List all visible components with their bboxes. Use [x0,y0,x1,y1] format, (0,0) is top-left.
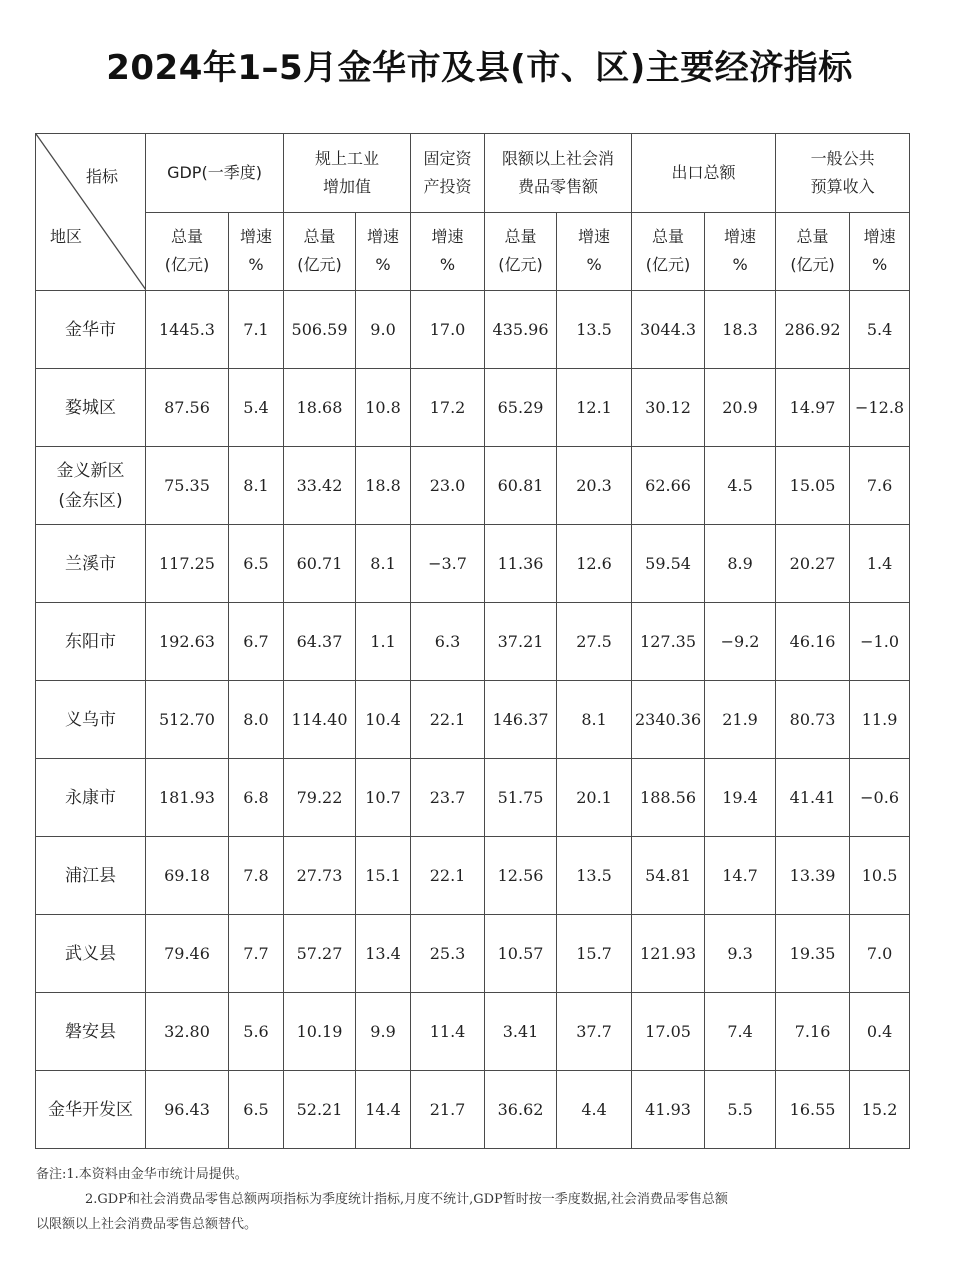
value-cell: 121.93 [632,915,705,993]
subheader-total: 总量 (亿元) [146,212,229,291]
value-cell: 12.1 [557,369,632,447]
value-cell: 6.5 [229,525,284,603]
value-cell: 25.3 [411,915,485,993]
region-name: 东阳市 [65,631,116,652]
header-gdp: GDP(一季度) [146,134,284,213]
value-cell: 10.7 [356,759,411,837]
value-cell: 14.7 [705,837,776,915]
value-cell: 18.3 [705,291,776,369]
value-cell: 506.59 [284,291,356,369]
value-cell: 22.1 [411,681,485,759]
table-row [36,369,910,447]
table-body [36,291,910,1149]
value-cell: 59.54 [632,525,705,603]
value-cell: 7.6 [850,447,910,525]
value-cell: −1.0 [850,603,910,681]
value-cell: 12.56 [485,837,557,915]
value-cell: 52.21 [284,1071,356,1149]
value-cell: 69.18 [146,837,229,915]
value-cell: 117.25 [146,525,229,603]
value-cell: 16.55 [776,1071,850,1149]
indicator-label: 指标 [86,167,119,186]
value-cell: 13.4 [356,915,411,993]
value-cell: 18.68 [284,369,356,447]
value-cell: 146.37 [485,681,557,759]
subheader-total: 总量 (亿元) [776,212,850,291]
subheader-total: 总量 (亿元) [485,212,557,291]
value-cell: 33.42 [284,447,356,525]
value-cell: −0.6 [850,759,910,837]
table-row [36,993,910,1071]
table-row [36,447,910,525]
value-cell: 22.1 [411,837,485,915]
value-cell: 10.57 [485,915,557,993]
value-cell: 127.35 [632,603,705,681]
header-public-budget-revenue: 一般公共 预算收入 [776,134,910,213]
subheader-total: 总量 (亿元) [284,212,356,291]
value-cell: 37.7 [557,993,632,1071]
value-cell: 12.6 [557,525,632,603]
value-cell: 7.8 [229,837,284,915]
region-cell [36,447,146,525]
table-row [36,837,910,915]
subheader-rate: 增速 % [411,212,485,291]
value-cell: 1.4 [850,525,910,603]
header-industrial-value-added: 规上工业 增加值 [284,134,411,213]
value-cell: 11.4 [411,993,485,1071]
value-cell: −3.7 [411,525,485,603]
region-cell [36,759,146,837]
subheader-rate: 增速 % [557,212,632,291]
value-cell: 62.66 [632,447,705,525]
value-cell: 512.70 [146,681,229,759]
value-cell: 0.4 [850,993,910,1071]
value-cell: 57.27 [284,915,356,993]
value-cell: 41.93 [632,1071,705,1149]
subheader-rate: 增速 % [356,212,411,291]
subheader-rate: 增速 % [705,212,776,291]
value-cell: 7.7 [229,915,284,993]
table-row [36,603,910,681]
value-cell: 41.41 [776,759,850,837]
region-cell [36,1071,146,1149]
region-label: 地区 [50,227,83,246]
footnotes [36,1162,926,1237]
value-cell: 17.05 [632,993,705,1071]
region-name: 金华市 [65,319,116,340]
region-cell [36,681,146,759]
region-cell [36,369,146,447]
value-cell: 51.75 [485,759,557,837]
subheader-rate: 增速 % [850,212,910,291]
value-cell: 10.19 [284,993,356,1071]
value-cell: 2340.36 [632,681,705,759]
value-cell: 8.1 [557,681,632,759]
value-cell: 13.5 [557,291,632,369]
value-cell: 60.71 [284,525,356,603]
table-row [36,1071,910,1149]
value-cell: 4.5 [705,447,776,525]
page-title: 2024年1–5月金华市及县(市、区)主要经济指标 [106,48,853,88]
value-cell: 18.8 [356,447,411,525]
value-cell: 9.3 [705,915,776,993]
value-cell: 46.16 [776,603,850,681]
value-cell: −9.2 [705,603,776,681]
region-name: 婺城区 [65,397,116,418]
value-cell: 15.7 [557,915,632,993]
value-cell: 21.9 [705,681,776,759]
region-name: 金华开发区 [48,1099,133,1120]
value-cell: 20.27 [776,525,850,603]
value-cell: 5.5 [705,1071,776,1149]
value-cell: 435.96 [485,291,557,369]
value-cell: 13.5 [557,837,632,915]
value-cell: 75.35 [146,447,229,525]
value-cell: 192.63 [146,603,229,681]
value-cell: 79.46 [146,915,229,993]
value-cell: 188.56 [632,759,705,837]
value-cell: 1445.3 [146,291,229,369]
region-name: 义乌市 [65,709,116,730]
value-cell: 6.7 [229,603,284,681]
region-cell [36,603,146,681]
value-cell: 60.81 [485,447,557,525]
region-name: 浦江县 [65,865,116,886]
value-cell: 5.6 [229,993,284,1071]
note-2: 2.GDP和社会消费品零售总额两项指标为季度统计指标,月度不统计,GDP暂时按一季度数据,社会消费品零售总额 [85,1192,728,1207]
economic-indicators-table [35,133,910,1149]
corner-header-cell [36,134,146,291]
value-cell: 21.7 [411,1071,485,1149]
value-cell: 20.9 [705,369,776,447]
header-retail-sales: 限额以上社会消 费品零售额 [485,134,632,213]
value-cell: 17.2 [411,369,485,447]
note-2-continued: 以限额以上社会消费品零售总额替代。 [36,1217,258,1232]
value-cell: 7.1 [229,291,284,369]
value-cell: 36.62 [485,1071,557,1149]
value-cell: 7.0 [850,915,910,993]
region-cell [36,837,146,915]
value-cell: 9.0 [356,291,411,369]
value-cell: 8.1 [356,525,411,603]
value-cell: 10.8 [356,369,411,447]
value-cell: 181.93 [146,759,229,837]
value-cell: 15.1 [356,837,411,915]
value-cell: 27.73 [284,837,356,915]
header-exports: 出口总额 [632,134,776,213]
value-cell: 13.39 [776,837,850,915]
note-1: 备注:1.本资料由金华市统计局提供。 [36,1167,248,1182]
value-cell: 8.9 [705,525,776,603]
value-cell: 6.5 [229,1071,284,1149]
region-name: 金义新区 [56,460,125,481]
region-name: 武义县 [65,943,116,964]
value-cell: 8.0 [229,681,284,759]
table-row [36,681,910,759]
value-cell: 3.41 [485,993,557,1071]
region-cell [36,915,146,993]
value-cell: 9.9 [356,993,411,1071]
value-cell: 4.4 [557,1071,632,1149]
value-cell: 6.3 [411,603,485,681]
region-name: 兰溪市 [65,553,116,574]
region-name: (金东区) [58,490,123,511]
value-cell: 5.4 [229,369,284,447]
value-cell: 15.2 [850,1071,910,1149]
value-cell: 114.40 [284,681,356,759]
value-cell: 23.0 [411,447,485,525]
value-cell: 3044.3 [632,291,705,369]
value-cell: 79.22 [284,759,356,837]
value-cell: 15.05 [776,447,850,525]
value-cell: 10.4 [356,681,411,759]
table-row [36,525,910,603]
region-name: 磐安县 [65,1021,116,1042]
table-row [36,291,910,369]
value-cell: 96.43 [146,1071,229,1149]
value-cell: 286.92 [776,291,850,369]
value-cell: 14.4 [356,1071,411,1149]
value-cell: 30.12 [632,369,705,447]
value-cell: 7.4 [705,993,776,1071]
region-cell [36,525,146,603]
region-cell [36,993,146,1071]
region-name: 永康市 [65,787,116,808]
value-cell: 10.5 [850,837,910,915]
value-cell: 20.1 [557,759,632,837]
subheader-total: 总量 (亿元) [632,212,705,291]
subheader-rate: 增速 % [229,212,284,291]
value-cell: 19.35 [776,915,850,993]
value-cell: 11.9 [850,681,910,759]
value-cell: 6.8 [229,759,284,837]
region-cell [36,291,146,369]
value-cell: 8.1 [229,447,284,525]
value-cell: 87.56 [146,369,229,447]
value-cell: 80.73 [776,681,850,759]
value-cell: 7.16 [776,993,850,1071]
value-cell: 37.21 [485,603,557,681]
value-cell: 27.5 [557,603,632,681]
header-fixed-asset-investment: 固定资 产投资 [411,134,485,213]
value-cell: 1.1 [356,603,411,681]
value-cell: 11.36 [485,525,557,603]
value-cell: 5.4 [850,291,910,369]
value-cell: 23.7 [411,759,485,837]
value-cell: −12.8 [850,369,910,447]
value-cell: 19.4 [705,759,776,837]
value-cell: 65.29 [485,369,557,447]
diagonal-divider-line [36,134,146,290]
value-cell: 14.97 [776,369,850,447]
value-cell: 32.80 [146,993,229,1071]
value-cell: 54.81 [632,837,705,915]
value-cell: 20.3 [557,447,632,525]
table-row [36,759,910,837]
value-cell: 64.37 [284,603,356,681]
value-cell: 17.0 [411,291,485,369]
table-row [36,915,910,993]
